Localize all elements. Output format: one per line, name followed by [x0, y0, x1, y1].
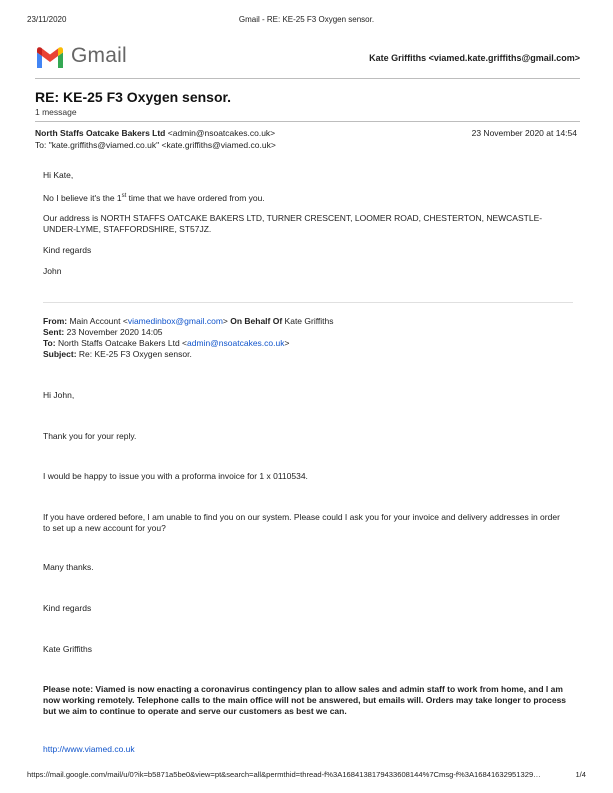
message-count: 1 message [35, 107, 77, 117]
quoted-ordered-before: If you have ordered before, I am unable to find you on our system. Please could I ask you for your invoice and delivery addresses in order to set up a new account for you? [43, 512, 560, 533]
recipient-line: To: "kate.griffiths@viamed.co.uk" <kate.griffiths@viamed.co.uk> [35, 140, 276, 150]
greeting: Hi Kate, [43, 170, 74, 180]
quoted-signoff: Kate Griffiths [43, 644, 92, 654]
sender [35, 128, 275, 138]
print-title: Gmail - RE: KE-25 F3 Oxygen sensor. [238, 15, 375, 24]
quoted-to-line [43, 338, 289, 349]
thread-subject: RE: KE-25 F3 Oxygen sensor. [35, 89, 232, 105]
print-date: 23/11/2020 [27, 15, 67, 24]
sent-value: 23 November 2020 14:05 [64, 327, 163, 337]
first-order-text-a: No I believe it's the 1 [43, 193, 122, 203]
coronavirus-notice: Please note: Viamed is now enacting a coronavirus contingency plan to allow sales and admin staff to work from home, and I am now working remotely. Telephone calls to the main office will not be answered, but emails will. Orders may take longer to process but we aim to continue to operate and serve our customers as best we can. [43, 684, 567, 716]
gmail-logo[interactable] [35, 44, 127, 68]
sender-email: <admin@nsoatcakes.co.uk> [167, 128, 276, 138]
quoted-subject-line [43, 349, 192, 360]
website-link[interactable]: http://www.viamed.co.uk [43, 744, 135, 754]
quote-divider [43, 302, 573, 303]
to-label: To: [43, 338, 56, 348]
address-paragraph: Our address is NORTH STAFFS OATCAKE BAKERS LTD, TURNER CRESCENT, LOOMER ROAD, CHESTERTON, NEWCASTLE-UNDER-LYME, STAFFORDSHIRE, ST57JZ. [43, 213, 543, 234]
quoted-greeting: Hi John, [43, 390, 75, 400]
sender-name: North Staffs Oatcake Bakers Ltd [35, 128, 166, 138]
regards: Kind regards [43, 245, 92, 255]
quoted-thanks: Thank you for your reply. [43, 431, 137, 441]
to-close: > [284, 338, 290, 348]
behalf-label: On Behalf Of [227, 316, 283, 326]
page-number: 1/4 [575, 770, 586, 779]
subject-label: Subject: [43, 349, 77, 359]
from-close: > [222, 316, 228, 326]
ordinal-suffix: st [121, 193, 127, 199]
from-label: From: [43, 316, 68, 326]
print-url: https://mail.google.com/mail/u/0?ik=b5871a5be0&view=pt&search=all&permthid=thread-f%3A1684138179433608144%7Cmsg-f%3A16841632951329… [27, 770, 541, 779]
to-name: North Staffs Oatcake Bakers Ltd < [55, 338, 188, 348]
quoted-proforma: I would be happy to issue you with a proforma invoice for 1 x 0110534. [43, 471, 308, 481]
first-order-line [43, 193, 573, 204]
gmail-wordmark: Gmail [71, 44, 127, 67]
first-order-text-b: time that we have ordered from you. [126, 193, 265, 203]
header-divider [35, 78, 580, 79]
quoted-from-line [43, 316, 334, 327]
from-name: Main Account < [67, 316, 128, 326]
from-email-link[interactable]: viamedinbox@gmail.com [127, 316, 223, 326]
quoted-regards: Kind regards [43, 603, 92, 613]
signoff: John [43, 266, 62, 276]
sent-label: Sent: [43, 327, 65, 337]
gmail-m-icon [35, 45, 65, 68]
quoted-sent-line [43, 327, 163, 338]
account-name: Kate Griffiths <viamed.kate.griffiths@gmail.com> [369, 53, 580, 63]
message-date: 23 November 2020 at 14:54 [471, 128, 577, 138]
quoted-many-thanks: Many thanks. [43, 562, 94, 572]
subject-divider [35, 121, 580, 122]
subject-value: Re: KE-25 F3 Oxygen sensor. [76, 349, 192, 359]
behalf-name: Kate Griffiths [282, 316, 334, 326]
to-email-link[interactable]: admin@nsoatcakes.co.uk [187, 338, 285, 348]
